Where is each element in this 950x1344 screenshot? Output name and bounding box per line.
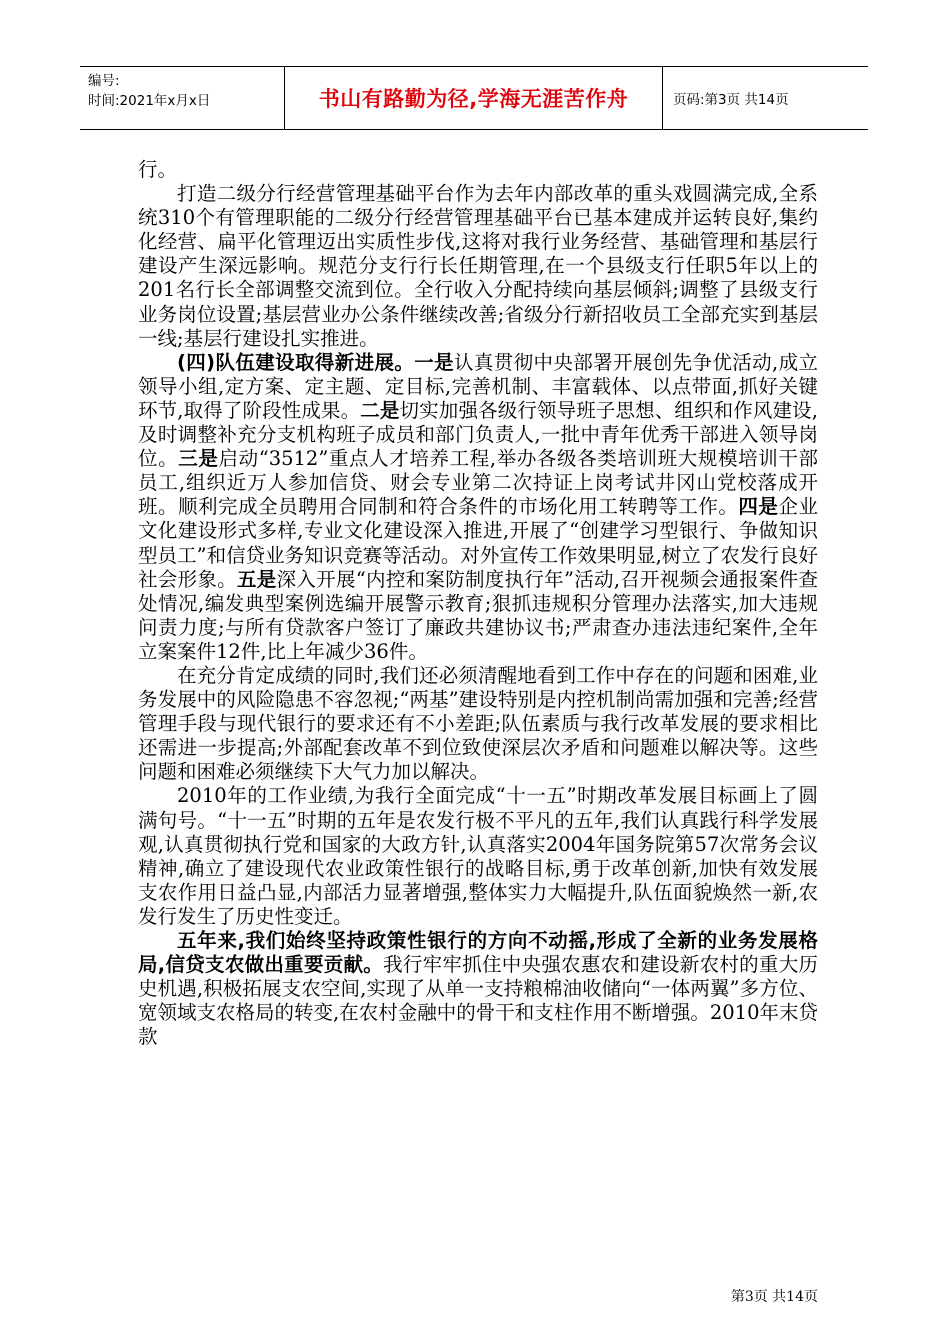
header-motto: 书山有路勤为径,学海无涯苦作舟 (285, 67, 663, 129)
paragraph-text: 启动“3512”重点人才培养工程,举办各级各类培训班大规模培训干部员工,组织近万人参加信贷、财会专业第二次持证上岗考试井冈山党校落成开班。顺利完成全员聘用合同制和符合条件的市场化用工转聘等工作。 (138, 447, 818, 519)
header-meta (80, 67, 285, 129)
document-body (138, 158, 818, 1049)
paragraph-continuation: 行。 (138, 158, 178, 181)
paragraph-text: 深入开展“内控和案防制度执行年”活动,召开视频会通报案件查处情况,编发典型案例选编开展警示教育;狠抓违规积分管理办法落实,加大违规问责力度;与所有贷款客户签订了廉政共建协议书;严肃查办违法违纪案件,全年立案案件12件,比上年减少36件。 (138, 567, 818, 663)
paragraph-text: 切实加强各级行领导班子思想、组织和作风建设,及时调整补充分支机构班子成员和部门负责人,一批中青年优秀干部进入领导岗位。 (138, 398, 818, 471)
enumerator: 三是 (178, 447, 219, 471)
paragraph-five-years (138, 929, 818, 1049)
enumerator: 二是 (360, 398, 400, 422)
paragraph-team-building (138, 351, 818, 664)
header-page-label: 页码:第3页 共14页 (673, 92, 789, 108)
number-label: 编号: (88, 73, 120, 89)
date-label: 时间:2021年x月x日 (88, 93, 211, 109)
paragraph-text: 我行牢牢抓住中央强农惠农和建设新农村的重大历史机遇,积极拓展支农空间,实现了从单一支持粮棉油收储向“一体两翼”多方位、宽领域支农格局的转变,在农村金融中的骨干和支柱作用不断增强。2010年末贷款 (138, 953, 818, 1049)
paragraph: 在充分肯定成绩的同时,我们还必须清醒地看到工作中存在的问题和困难,业务发展中的风险隐患不容忽视;“两基”建设特别是内控机制尚需加强和完善;经营管理手段与现代银行的要求还有不小差距;队伍素质与我行改革发展的要求相比还需进一步提高;外部配套改革不到位致使深层次矛盾和问题难以解决等。这些问题和困难必须继续下大气力加以解决。 (138, 663, 819, 784)
paragraph-text: 认真贯彻中央部署开展创先争优活动,成立领导小组,定方案、定主题、定目标,完善机制、丰富载体、以点带面,抓好关键环节,取得了阶段性成果。 (138, 350, 818, 422)
enumerator: 五是 (236, 567, 277, 591)
paragraph: 打造二级分行经营管理基础平台作为去年内部改革的重头戏圆满完成,全系统310个有管理职能的二级分行经营管理基础平台已基本建成并运转良好,集约化经营、扁平化管理迈出实质性步伐,这将对我行业务经营、基础管理和基层行建设产生深远影响。规范分支行行长任期管理,在一个县级支行任职5年以上的201名行长全部调整交流到位。全行收入分配持续向基层倾斜;调整了县级支行业务岗位设置;基层营业办公条件继续改善;省级分行新招收员工全部充实到基层一线;基层行建设扎实推进。 (138, 182, 818, 350)
paragraph: 2010年的工作业绩,为我行全面完成“十一五”时期改革发展目标画上了圆满句号。“十一五”时期的五年是农发行极不平凡的五年,我们认真践行科学发展观,认真贯彻执行党和国家的大政方针,认真落实2004年国务院第57次常务会议精神,确立了建设现代农业政策性银行的战略目标,勇于改革创新,加快有效发展支农作用日益凸显,内部活力显著增强,整体实力大幅提升,队伍面貌焕然一新,农发行发生了历史性变迁。 (138, 784, 818, 928)
section-heading: (四)队伍建设取得新进展。一是 (177, 350, 454, 374)
bold-lead: 五年来,我们始终坚持政策性银行的方向不动摇,形成了全新的业务发展格局,信贷支农做出重要贡献。 (138, 929, 818, 977)
page-header (80, 66, 868, 130)
enumerator: 四是 (738, 495, 779, 519)
page-footer: 第3页 共14页 (730, 1289, 818, 1305)
paragraph-text: 企业文化建设形式多样,专业文化建设深入推进,开展了“创建学习型银行、争做知识型员工”和信贷业务知识竞赛等活动。对外宣传工作效果明显,树立了农发行良好社会形象。 (138, 495, 818, 591)
